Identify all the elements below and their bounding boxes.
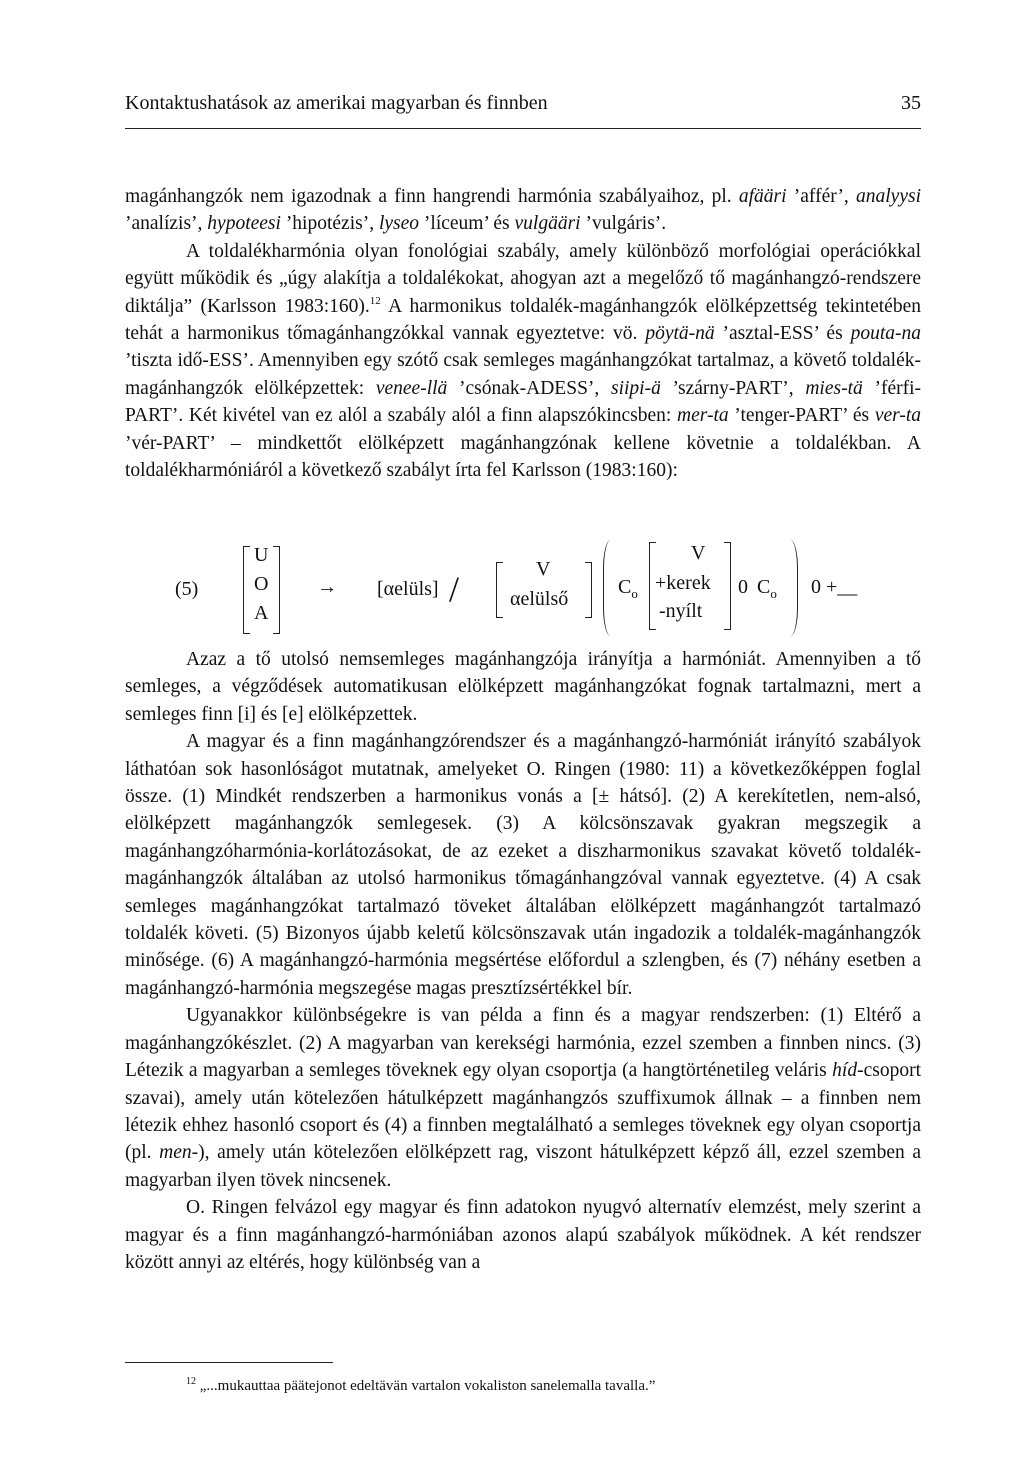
example-word: pouta-na (850, 323, 921, 345)
footnote (186, 1378, 655, 1395)
text: -csoport szavai), amely után kötelezően hátulképzett magánhangzós szuffixumok állnak – a finnben nem létezik ehhez hasonló csoport és (4) a finnben megtalálható a semleges töveknek egy olyan csoportja (pl. (125, 1060, 921, 1164)
ctx-v: V (536, 558, 551, 580)
right-bracket (585, 562, 592, 618)
ctx-feature: αelülső (510, 588, 569, 610)
footnote-rule (125, 1362, 333, 1363)
subscript: o (631, 586, 638, 601)
target-feature: [αelüls] (377, 578, 439, 600)
matrix1-row2: O (254, 573, 269, 595)
text: A toldalékharmónia olyan fonológiai szabály, amely különböző morfológiai operációkkal együtt működik és „úgy alakítja a toldalékokat, ahogyan azt a megelőző tő magánhangzó-rendszere diktálja” (Karlsson 1983:160). (125, 240, 921, 317)
example-word: mer-ta (677, 405, 729, 427)
text: Ugyanakkor különbségekre is van példa a finn és a magyar rendszerben: (1) Eltérő a magánhangzókészlet. (2) A magyarban van kerekségi harmónia, ezzel szemben a finnben nincs. (3) Létezik a magyarban a semleges töveknek egy olyan csoportja (a hangtörténetileg veláris (125, 1005, 921, 1082)
footnote-ref[interactable]: 12 (369, 294, 381, 307)
formula-label: (5) (175, 578, 199, 600)
example-word: vulgääri (514, 213, 581, 235)
main-text-continued (125, 646, 921, 1276)
running-title: Kontaktushatások az amerikai magyarban és finnben (125, 92, 548, 114)
main-text (125, 183, 921, 484)
paragraph-4: A magyar és a finn magánhangzórendszer és a magánhangzó-harmóniát irányító szabályok láthatóan sok hasonlóságot mutatnak, amelyeket O. Ringen (1980: 11) a következőképpen foglal össze. (1) Mindkét rendszerben a harmonikus vonás a [± hátsó]. (2) A kerekítetlen, nem-alsó, elölképzett magánhangzók semlegesek. (3) A kölcsönszavak gyakran megszegik a magánhangzóharmónia-korlátozásokat, de az ezeket a diszharmonikus szavakat követő toldalék-magánhangzók általában az utolsó harmonikus tőmagánhangzóval vannak egyeztetve. (4) A csak semleges magánhangzókat tartalmazó töveket általában elölképzett magánhangzót tartalmazó toldalék követi. (5) Bizonyos újabb keletű kölcsönszavak után ingadozik a toldalék-magánhangzók minősége. (6) A magánhangzó-harmónia megsértése előfordul a szlengben, és (7) néhány esetben a magánhangzó-harmónia megszegése magas presztízsértékkel bír. (125, 731, 921, 999)
matrix2-row1: V (691, 542, 706, 564)
footnote-number: 12 (186, 1376, 196, 1387)
example-word: ver-ta (874, 405, 921, 427)
text: ’tiszta idő-ESS’. Amennyiben egy szótő csak semleges magánhangzókat tartalmaz, a követő toldalék-magánhangzók elölképzettek: (125, 350, 921, 399)
text: ’analízis’, (125, 213, 208, 235)
zero: 0 (738, 576, 748, 598)
paragraph-6: O. Ringen felvázol egy magyar és finn adatokon nyugvó alternatív elemzést, mely szerint a magyar és a finn magánhangzó-harmóniában azonos alapú szabályok működnek. A két rendszer között annyi az eltérés, hogy különbség van a (125, 1197, 921, 1273)
example-word: pöytä-nä (645, 323, 715, 345)
right-paren (783, 540, 798, 636)
text: ’líceum’ és (419, 213, 515, 235)
paragraph-1 (125, 183, 921, 238)
example-word: men- (159, 1142, 199, 1164)
paragraph-3: Azaz a tő utolsó nemsemleges magánhangzója irányítja a harmóniát. Amennyiben a tő semleges, a végződések automatikusan elölképzett magánhangzókat fognak tartalmazni, mert a semleges finn [i] és [e] elölképzettek. (125, 649, 921, 725)
c-zero (618, 576, 638, 602)
matrix2-row3: -nyílt (659, 600, 703, 622)
text: ’asztal-ESS’ és (714, 323, 851, 345)
left-paren (603, 540, 618, 636)
example-word: venee-llä (375, 377, 448, 399)
example-word: siipi-ä (611, 377, 661, 399)
matrix1-row3: A (254, 602, 269, 624)
text: ), amely után kötelezően elölképzett rag, viszont hátulképzett képző áll, ezzel szemben a magyarban ilyen tövek nincsenek. (125, 1142, 921, 1191)
c-symbol: C (757, 576, 771, 598)
example-word: analyysi (856, 186, 921, 207)
text: A harmonikus toldalék-magánhangzók elölképzettség tekintetében tehát a harmonikus tőmagánhangzókkal vannak egyeztetve: vö. (125, 295, 921, 345)
paragraph-5 (125, 1002, 921, 1194)
example-word: afääri (738, 186, 787, 207)
text: magánhangzók nem igazodnak a finn hangrendi harmónia szabályaihoz, pl. (125, 186, 739, 207)
right-bracket (273, 546, 280, 634)
example-word: lyseo (378, 213, 420, 235)
text: ’férfi-PART’. Két kivétel van ez alól a szabály alól a finn alapszókincsben: (125, 377, 922, 427)
text: ’szárny-PART’, (660, 377, 806, 399)
c-symbol: C (618, 576, 632, 598)
text: ’affér’, (786, 186, 857, 207)
matrix2-row2: +kerek (655, 572, 711, 594)
paragraph-2 (125, 238, 921, 485)
running-header (125, 88, 921, 129)
page-number: 35 (901, 92, 921, 114)
text: ’hipotézis’, (280, 213, 379, 235)
formula-tail: 0 +__ (811, 576, 858, 598)
text: ’vér-PART’ – mindkettőt elölképzett magánhangzónak kellene követnie a toldalékban. A toldalékharmóniáról a következő szabályt írta fel Karlsson (1983:160): (125, 432, 921, 482)
c-zero-2 (757, 576, 777, 602)
footnote-text: „...mukauttaa päätejonot edeltävän vartalon vokaliston sanelemalla tavalla.” (199, 1378, 656, 1394)
matrix1-row1: U (254, 544, 269, 566)
text: ’vulgáris’. (580, 213, 667, 235)
subscript: o (770, 586, 777, 601)
right-bracket (724, 542, 731, 630)
example-word: hypoteesi (207, 213, 281, 235)
arrow: → (317, 576, 337, 598)
left-bracket (496, 562, 503, 618)
left-bracket (243, 546, 250, 634)
text: ’tenger-PART’ és (728, 405, 875, 427)
example-word: mies-tä (805, 377, 863, 399)
rule-formula (125, 528, 921, 638)
slash: / (449, 569, 460, 609)
example-word: híd (832, 1060, 858, 1082)
text: ’csónak-ADESS’, (447, 377, 611, 399)
